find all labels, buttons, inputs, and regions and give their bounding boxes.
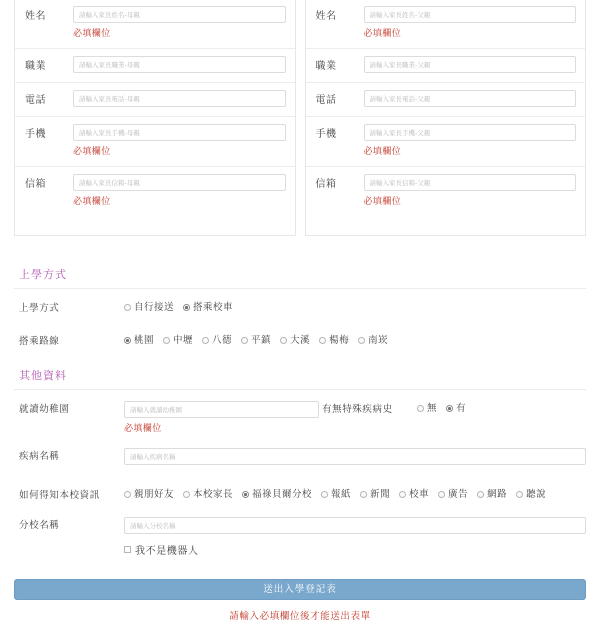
- parent-card-father: [305, 0, 587, 236]
- robot-check-row[interactable]: [124, 542, 586, 557]
- radio-icon[interactable]: [321, 491, 328, 498]
- radio-label: 聽說: [526, 489, 547, 500]
- radio-label: 搭乘校車: [193, 302, 234, 313]
- radio-label: 南崁: [368, 335, 389, 346]
- field-row-name: [15, 0, 295, 49]
- disease-name-field-wrap: [124, 448, 586, 465]
- radio-icon[interactable]: [124, 304, 131, 311]
- field-label-email: 信箱: [25, 179, 46, 190]
- disease-history-radiogroup: [417, 401, 475, 415]
- field-label-phone: 電話: [315, 95, 337, 106]
- kindergarten-row: [14, 392, 586, 443]
- parent-info-cards: [0, 0, 600, 236]
- mother-name-input[interactable]: [73, 6, 286, 23]
- field-row-email: [15, 167, 295, 217]
- radio-icon[interactable]: [399, 491, 406, 498]
- disease-name-row: [14, 443, 586, 473]
- radio-option-advertisement[interactable]: [438, 488, 468, 501]
- radio-icon[interactable]: [163, 337, 170, 344]
- field-label-mobile: 手機: [315, 129, 337, 140]
- radio-icon[interactable]: [241, 337, 248, 344]
- checkbox-icon[interactable]: [124, 546, 131, 553]
- radio-option-internet[interactable]: [477, 488, 507, 501]
- father-name-input[interactable]: [364, 6, 577, 23]
- submit-error-message: 請輸入必填欄位後才能送出表單: [229, 611, 371, 622]
- radio-option-newspaper[interactable]: [321, 488, 351, 501]
- kindergarten-error: 必填欄位: [124, 424, 162, 434]
- mother-email-error: 必填欄位: [73, 197, 111, 207]
- radio-option-self-drive[interactable]: [124, 301, 174, 314]
- radio-icon[interactable]: [183, 491, 190, 498]
- radio-option-school-bus-info[interactable]: [399, 488, 429, 501]
- father-name-error: 必填欄位: [363, 29, 402, 39]
- mother-name-error: 必填欄位: [73, 29, 111, 39]
- father-email-error: 必填欄位: [363, 197, 402, 207]
- field-row-occupation: [15, 49, 295, 83]
- field-row-name: [306, 0, 586, 49]
- radio-option-nankan[interactable]: [358, 334, 388, 347]
- radio-option-zhongli[interactable]: [163, 334, 193, 347]
- field-label-occupation: 職業: [315, 61, 337, 72]
- radio-option-school-parent[interactable]: [183, 488, 233, 501]
- radio-icon[interactable]: [516, 491, 523, 498]
- other-data-section-title: 其他資料: [14, 361, 586, 390]
- father-mobile-input[interactable]: [364, 124, 577, 141]
- radio-option-friends[interactable]: [124, 488, 174, 501]
- radio-label: 自行接送: [134, 302, 175, 313]
- radio-option-word-of-mouth[interactable]: [516, 488, 546, 501]
- radio-option-has-disease[interactable]: [446, 402, 466, 415]
- field-label-email: 信箱: [315, 179, 337, 190]
- radio-label: 福祿貝爾分校: [252, 489, 313, 500]
- radio-icon[interactable]: [438, 491, 445, 498]
- radio-label: 親朋好友: [134, 489, 175, 500]
- radio-icon[interactable]: [280, 337, 287, 344]
- radio-label: 平鎮: [251, 335, 272, 346]
- field-label-occupation: 職業: [25, 61, 46, 72]
- info-source-row: [14, 473, 586, 511]
- branch-name-field-wrap: [124, 517, 586, 557]
- field-row-phone: [15, 83, 295, 117]
- radio-option-news[interactable]: [360, 488, 390, 501]
- radio-icon-selected[interactable]: [242, 491, 249, 498]
- father-email-input[interactable]: [364, 174, 577, 191]
- father-phone-input[interactable]: [364, 90, 577, 107]
- radio-label: 本校家長: [193, 489, 234, 500]
- field-row-email: [306, 167, 586, 217]
- field-label-mobile: 手機: [25, 129, 46, 140]
- field-row-mobile: [15, 117, 295, 167]
- field-row-mobile: [306, 117, 586, 167]
- bus-route-row: [14, 324, 586, 357]
- radio-option-school-bus[interactable]: [183, 301, 233, 314]
- radio-icon[interactable]: [202, 337, 209, 344]
- radio-label: 大溪: [290, 335, 311, 346]
- transport-method-row: [14, 291, 586, 324]
- other-data-section: [0, 361, 600, 622]
- radio-label: 無: [427, 403, 438, 414]
- radio-label: 有: [456, 403, 467, 414]
- robot-check-label: 我不是機器人: [135, 546, 199, 557]
- radio-icon[interactable]: [477, 491, 484, 498]
- mother-mobile-input[interactable]: [73, 124, 286, 141]
- radio-label: 八德: [212, 335, 233, 346]
- radio-label: 廣告: [448, 489, 469, 500]
- transport-section: [0, 260, 600, 357]
- transport-method-label: 上學方式: [19, 303, 60, 314]
- father-mobile-error: 必填欄位: [363, 147, 402, 157]
- mother-email-input[interactable]: [73, 174, 286, 191]
- radio-option-pingzhen[interactable]: [241, 334, 271, 347]
- radio-option-daxi[interactable]: [280, 334, 310, 347]
- radio-icon[interactable]: [360, 491, 367, 498]
- mother-phone-input[interactable]: [73, 90, 286, 107]
- radio-label: 中壢: [173, 335, 194, 346]
- parent-card-mother: [14, 0, 296, 236]
- disease-name-label: 疾病名稱: [19, 451, 60, 462]
- field-label-name: 姓名: [25, 11, 46, 22]
- disease-history-label: 有無特殊疾病史: [322, 404, 393, 415]
- mother-occupation-input[interactable]: [73, 56, 286, 73]
- disease-name-input[interactable]: [124, 448, 586, 465]
- radio-icon[interactable]: [358, 337, 365, 344]
- kindergarten-input[interactable]: [124, 401, 319, 418]
- transport-method-radiogroup: [124, 300, 242, 314]
- mother-mobile-error: 必填欄位: [73, 147, 111, 157]
- radio-icon-selected[interactable]: [446, 405, 453, 412]
- kindergarten-label: 就讀幼稚園: [19, 404, 70, 415]
- radio-icon[interactable]: [124, 491, 131, 498]
- branch-name-row: [14, 511, 586, 565]
- radio-option-froebel-branch[interactable]: [242, 488, 312, 501]
- radio-icon[interactable]: [319, 337, 326, 344]
- kindergarten-field-wrap: [124, 401, 319, 435]
- bus-route-radiogroup: [124, 333, 397, 347]
- info-source-label: 如何得知本校資訊: [19, 490, 100, 501]
- branch-name-label: 分校名稱: [19, 520, 60, 531]
- radio-label: 網路: [487, 489, 508, 500]
- field-row-phone: [306, 83, 586, 117]
- radio-label: 楊梅: [329, 335, 350, 346]
- radio-option-bade[interactable]: [202, 334, 232, 347]
- radio-icon[interactable]: [417, 405, 424, 412]
- info-source-radiogroup: [124, 487, 555, 501]
- branch-name-input[interactable]: [124, 517, 586, 534]
- transport-section-title: 上學方式: [14, 260, 586, 289]
- radio-option-taoyuan[interactable]: [124, 334, 154, 347]
- radio-option-yangmei[interactable]: [319, 334, 349, 347]
- radio-label: 桃園: [134, 335, 155, 346]
- radio-label: 校車: [409, 489, 430, 500]
- field-label-name: 姓名: [315, 11, 337, 22]
- radio-label: 新聞: [370, 489, 391, 500]
- radio-option-no-disease[interactable]: [417, 402, 437, 415]
- father-occupation-input[interactable]: [364, 56, 577, 73]
- submit-button[interactable]: 送出入學登記表: [14, 579, 586, 600]
- radio-icon-selected[interactable]: [183, 304, 190, 311]
- field-row-occupation: [306, 49, 586, 83]
- radio-label: 報紙: [331, 489, 352, 500]
- radio-icon-selected[interactable]: [124, 337, 131, 344]
- field-label-phone: 電話: [25, 95, 46, 106]
- bus-route-label: 搭乘路線: [19, 336, 60, 347]
